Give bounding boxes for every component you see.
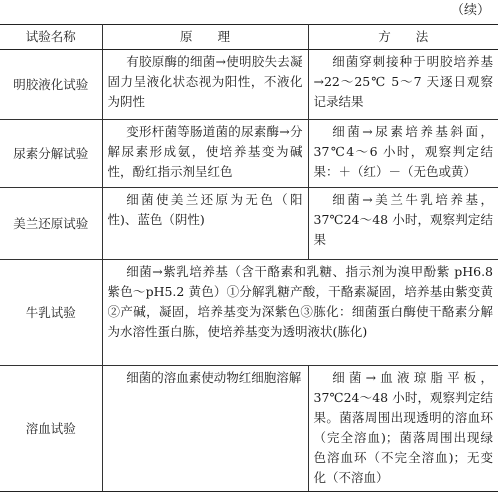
row-method: 细菌穿刺接种于明胶培养基→22～25℃ 5～7 天逐日观察记录结果 bbox=[308, 50, 498, 120]
table-row bbox=[0, 260, 498, 366]
row-principle: 变形杆菌等肠道菌的尿素酶→分解尿素形成氨，使培养基变为碱性，酚红指示剂呈红色 bbox=[102, 120, 308, 188]
continued-label: （续） bbox=[450, 3, 490, 18]
row-test-name: 尿素分解试验 bbox=[0, 120, 102, 188]
row-description: 细菌→紫乳培养基（含干酪素和乳糖、指示剂为溴甲酚紫 pH6.8 紫色～pH5.2 黄色）①分解乳糖产酸，干酪素凝固，培养基由紫变黄②产碱，凝固，培养基变为深紫色③胨化：细菌蛋白酶使干酪素分解为水溶性蛋白胨，使培养基变为透明液状(胨化) bbox=[102, 260, 498, 366]
row-method: 细菌→血液琼脂平板，37℃24～48 小时，观察判定结果。菌落周围出现透明的溶血环（完全溶血)；菌落周围出现绿色溶血环（不完全溶血)；无变化（不溶血） bbox=[308, 366, 498, 492]
row-test-name: 美兰还原试验 bbox=[0, 188, 102, 260]
row-test-name: 牛乳试验 bbox=[0, 260, 102, 366]
table-row bbox=[0, 188, 498, 260]
row-test-name: 明胶液化试验 bbox=[0, 50, 102, 120]
row-test-name: 溶血试验 bbox=[0, 366, 102, 492]
row-principle: 细菌使美兰还原为无色（阳性)、蓝色（阴性) bbox=[102, 188, 308, 260]
row-principle: 有胶原酶的细菌→使明胶失去凝固力呈液化状态视为阳性，不液化为阴性 bbox=[102, 50, 308, 120]
row-method: 细菌→美兰牛乳培养基，37℃24～48 小时，观察判定结果 bbox=[308, 188, 498, 260]
row-method: 细菌→尿素培养基斜面，37℃4～6 小时，观察判定结果：＋（红）－（无色或黄） bbox=[308, 120, 498, 188]
header-method: 方 法 bbox=[308, 25, 498, 50]
table-row bbox=[0, 120, 498, 188]
row-principle: 细菌的溶血素使动物红细胞溶解 bbox=[102, 366, 308, 492]
header-principle: 原 理 bbox=[102, 25, 308, 50]
test-table bbox=[0, 24, 498, 492]
table-row bbox=[0, 50, 498, 120]
header-test-name: 试验名称 bbox=[0, 25, 102, 50]
table-header-row bbox=[0, 25, 498, 50]
table-row bbox=[0, 366, 498, 492]
